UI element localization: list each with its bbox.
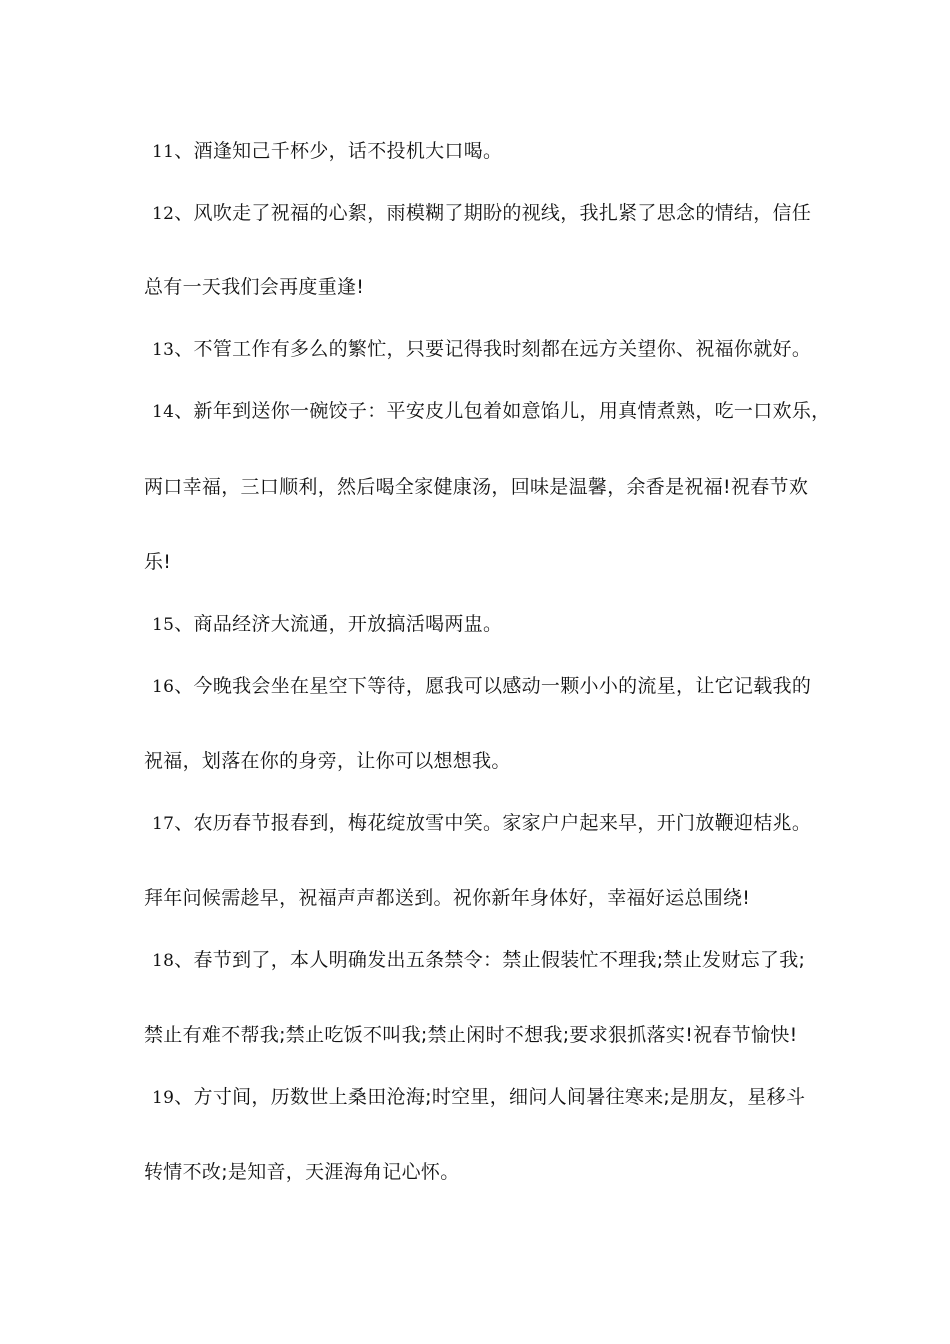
paragraph-13-line-1 xyxy=(144,336,824,363)
paragraph-text: 、方寸间，历数世上桑田沧海;时空里，细问人间暑往寒来;是朋友，星移斗 xyxy=(174,1086,806,1108)
item-number: 13 xyxy=(152,340,175,360)
item-number: 15 xyxy=(152,615,175,635)
item-number: 14 xyxy=(152,402,175,422)
paragraph-text: 、今晚我会坐在星空下等待，愿我可以感动一颗小小的流星，让它记载我的 xyxy=(174,675,812,697)
item-number: 11 xyxy=(152,142,175,162)
paragraph-16-line-2: 祝福，划落在你的身旁，让你可以想想我。 xyxy=(144,750,511,772)
paragraph-17-line-2: 拜年问候需趁早，祝福声声都送到。祝你新年身体好，幸福好运总围绕! xyxy=(144,887,751,909)
paragraph-text: 、不管工作有多么的繁忙，只要记得我时刻都在远方关望你、祝福你就好。 xyxy=(174,338,812,360)
paragraph-14-line-3: 乐! xyxy=(144,551,172,573)
item-number: 18 xyxy=(152,951,175,971)
paragraph-14-line-1 xyxy=(144,398,831,425)
paragraph-17-line-1 xyxy=(144,810,824,837)
paragraph-text: 、风吹走了祝福的心絮，雨模糊了期盼的视线，我扎紧了思念的情结，信任 xyxy=(174,202,812,224)
paragraph-12-line-2: 总有一天我们会再度重逢! xyxy=(144,276,365,298)
paragraph-text: 、农历春节报春到，梅花绽放雪中笑。家家户户起来早，开门放鞭迎桔兆。 xyxy=(174,812,812,834)
paragraph-text: 、春节到了，本人明确发出五条禁令：禁止假装忙不理我;禁止发财忘了我; xyxy=(174,949,806,971)
paragraph-12-line-1 xyxy=(144,200,824,227)
paragraph-text: 、商品经济大流通，开放搞活喝两盅。 xyxy=(174,613,503,635)
paragraph-16-line-1 xyxy=(144,673,824,700)
item-number: 17 xyxy=(152,814,175,834)
paragraph-19-line-2: 转情不改;是知音，天涯海角记心怀。 xyxy=(144,1161,460,1183)
item-number: 16 xyxy=(152,677,175,697)
paragraph-18-line-1 xyxy=(144,947,824,974)
paragraph-text: 、酒逢知己千杯少，话不投机大口喝。 xyxy=(174,140,503,162)
paragraph-text: 、新年到送你一碗饺子：平安皮儿包着如意馅儿，用真情煮熟，吃一口欢乐， xyxy=(174,400,831,422)
paragraph-19-line-1 xyxy=(144,1084,824,1111)
item-number: 12 xyxy=(152,204,175,224)
paragraph-11-line-1 xyxy=(144,138,824,165)
paragraph-15-line-1 xyxy=(144,611,824,638)
paragraph-18-line-2: 禁止有难不帮我;禁止吃饭不叫我;禁止闲时不想我;要求狠抓落实!祝春节愉快! xyxy=(144,1024,798,1046)
item-number: 19 xyxy=(152,1088,175,1108)
paragraph-14-line-2: 两口幸福，三口顺利，然后喝全家健康汤，回味是温馨，余香是祝福!祝春节欢 xyxy=(144,476,809,498)
